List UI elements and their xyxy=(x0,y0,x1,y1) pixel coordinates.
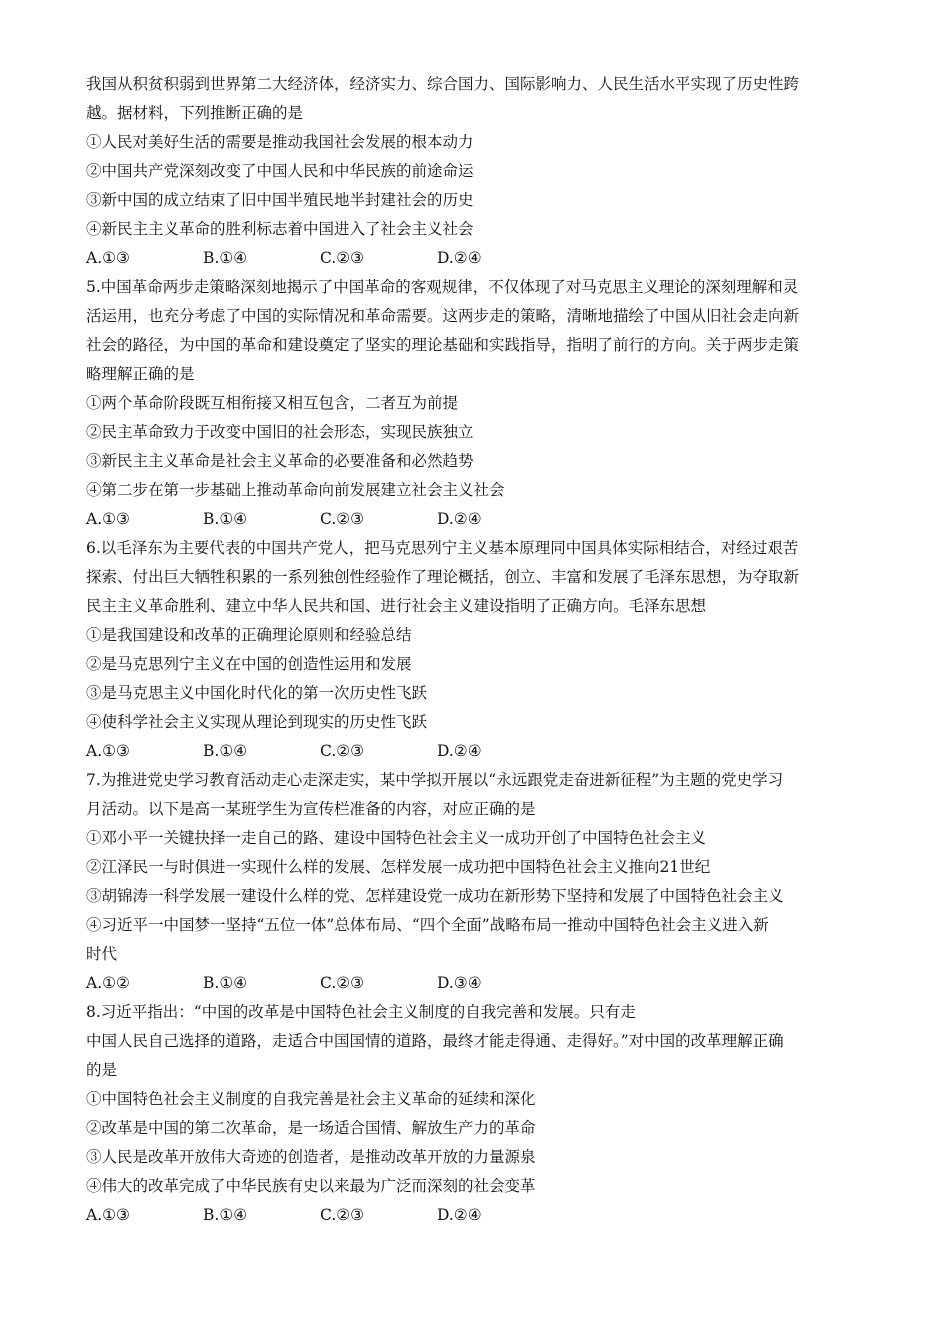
question-stem-line: 略理解正确的是 xyxy=(86,365,195,383)
option-a: A.①③ xyxy=(86,510,130,528)
option-c: C.②③ xyxy=(320,510,365,528)
question-stem-line: 5.中国革命两步走策略深刻地揭示了中国革命的客观规律，不仅体现了对马克思主义理论的深刻理解和灵 xyxy=(86,278,799,296)
statement-4: ④使科学社会主义实现从理论到现实的历史性飞跃 xyxy=(86,713,428,731)
option-c: C.②③ xyxy=(320,742,365,760)
option-c: C.②③ xyxy=(320,1206,365,1224)
question-stem-line: 我国从积贫积弱到世界第二大经济体，经济实力、综合国力、国际影响力、人民生活水平实现了历史性跨 xyxy=(86,75,800,93)
question-stem-line: 6.以毛泽东为主要代表的中国共产党人，把马克思列宁主义基本原理同中国具体实际相结合，对经过艰苦 xyxy=(86,539,799,557)
option-a: A.①③ xyxy=(86,742,130,760)
exam-page xyxy=(86,70,878,1230)
statement-4: ④第二步在第一步基础上推动革命向前发展建立社会主义社会 xyxy=(86,481,505,499)
question-stem-line: 中国人民自己选择的道路，走适合中国国情的道路，最终才能走得通、走得好。”对中国的改革理解正确 xyxy=(86,1032,784,1050)
question-6 xyxy=(86,534,878,766)
option-a: A.①③ xyxy=(86,1206,130,1224)
answer-options xyxy=(86,1201,878,1230)
statement-3: ③人民是改革开放伟大奇迹的创造者，是推动改革开放的力量源泉 xyxy=(86,1148,536,1166)
option-b: B.①④ xyxy=(203,510,248,528)
question-stem-line: 8.习近平指出：“中国的改革是中国特色社会主义制度的自我完善和发展。只有走 xyxy=(86,1003,636,1021)
statement-2: ②江泽民一与时俱进一实现什么样的发展、怎样发展一成功把中国特色社会主义推向21世纪 xyxy=(86,858,711,876)
question-8 xyxy=(86,998,878,1230)
option-d: D.②④ xyxy=(437,249,482,267)
option-d: D.②④ xyxy=(437,1206,482,1224)
answer-options xyxy=(86,737,878,766)
question-stem-line: 社会的路径，为中国的革命和建设奠定了坚实的理论基础和实践指导，指明了前行的方向。关于两步走策 xyxy=(86,336,800,354)
option-d: D.②④ xyxy=(437,742,482,760)
question-stem-line: 活运用，也充分考虑了中国的实际情况和革命需要。这两步走的策略，清晰地描绘了中国从旧社会走向新 xyxy=(86,307,800,325)
option-c: C.②③ xyxy=(320,249,365,267)
option-b: B.①④ xyxy=(203,1206,248,1224)
statement-3: ③新中国的成立结束了旧中国半殖民地半封建社会的历史 xyxy=(86,191,474,209)
statement-2: ②中国共产党深刻改变了中国人民和中华民族的前途命运 xyxy=(86,162,474,180)
statement-1: ①邓小平一关键抉择一走自己的路、建设中国特色社会主义一成功开创了中国特色社会主义 xyxy=(86,829,707,847)
statement-1: ①中国特色社会主义制度的自我完善是社会主义革命的延续和深化 xyxy=(86,1090,536,1108)
option-d: D.③④ xyxy=(437,974,482,992)
statement-3: ③是马克思主义中国化时代化的第一次历史性飞跃 xyxy=(86,684,428,702)
statement-1: ①是我国建设和改革的正确理论原则和经验总结 xyxy=(86,626,412,644)
statement-4: ④伟大的改革完成了中华民族有史以来最为广泛而深刻的社会变革 xyxy=(86,1177,536,1195)
answer-options xyxy=(86,244,878,273)
statement-2: ②是马克思列宁主义在中国的创造性运用和发展 xyxy=(86,655,412,673)
statement-1: ①两个革命阶段既互相衔接又相互包含，二者互为前提 xyxy=(86,394,459,412)
statement-2: ②民主革命致力于改变中国旧的社会形态，实现民族独立 xyxy=(86,423,474,441)
option-a: A.①② xyxy=(86,974,130,992)
option-b: B.①④ xyxy=(203,974,248,992)
option-b: B.①④ xyxy=(203,249,248,267)
question-7 xyxy=(86,766,878,998)
question-stem-line: 探索、付出巨大牺牲积累的一系列独创性经验作了理论概括，创立、丰富和发展了毛泽东思想，为夺取新 xyxy=(86,568,800,586)
question-stem-line: 越。据材料，下列推断正确的是 xyxy=(86,104,304,122)
statement-4: ④新民主主义革命的胜利标志着中国进入了社会主义社会 xyxy=(86,220,474,238)
option-a: A.①③ xyxy=(86,249,130,267)
question-stem-line: 民主主义革命胜利、建立中华人民共和国、进行社会主义建设指明了正确方向。毛泽东思想 xyxy=(86,597,707,615)
option-d: D.②④ xyxy=(437,510,482,528)
statement-4-continued: 时代 xyxy=(86,945,118,963)
question-stem-line: 月活动。以下是高一某班学生为宣传栏准备的内容，对应正确的是 xyxy=(86,800,536,818)
answer-options xyxy=(86,505,878,534)
statement-4: ④习近平一中国梦一坚持“五位一体”总体布局、“四个全面”战略布局一推动中国特色社会主义进入新 xyxy=(86,916,769,934)
question-5 xyxy=(86,273,878,534)
statement-1: ①人民对美好生活的需要是推动我国社会发展的根本动力 xyxy=(86,133,474,151)
question-4 xyxy=(86,70,878,273)
answer-options xyxy=(86,969,878,998)
statement-2: ②改革是中国的第二次革命，是一场适合国情、解放生产力的革命 xyxy=(86,1119,536,1137)
statement-3: ③新民主主义革命是社会主义革命的必要准备和必然趋势 xyxy=(86,452,474,470)
option-b: B.①④ xyxy=(203,742,248,760)
option-c: C.②③ xyxy=(320,974,365,992)
question-stem-line: 的是 xyxy=(86,1061,118,1079)
statement-3: ③胡锦涛一科学发展一建设什么样的党、怎样建设党一成功在新形势下坚持和发展了中国特色社会主义 xyxy=(86,887,784,905)
question-stem-line: 7.为推进党史学习教育活动走心走深走实，某中学拟开展以“永远跟党走奋进新征程”为主题的党史学习 xyxy=(86,771,784,789)
